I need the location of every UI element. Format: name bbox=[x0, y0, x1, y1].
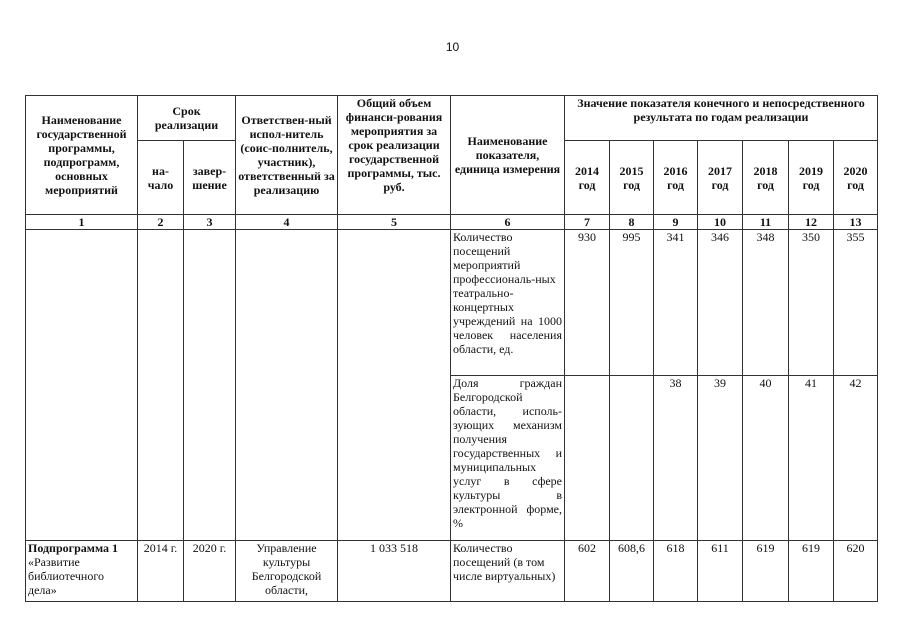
page-number: 10 bbox=[445, 40, 460, 54]
header-year: 2020 год bbox=[834, 141, 878, 215]
column-number: 1 bbox=[26, 215, 138, 230]
finance-cell: 1 033 518 bbox=[338, 541, 451, 602]
subprogram-row bbox=[26, 541, 878, 602]
value-cell: 930 bbox=[565, 230, 610, 376]
column-number: 11 bbox=[743, 215, 789, 230]
column-number: 8 bbox=[610, 215, 654, 230]
header-year: 2015 год bbox=[610, 141, 654, 215]
value-cell: 346 bbox=[698, 230, 743, 376]
value-cell: 42 bbox=[834, 376, 878, 541]
column-number: 4 bbox=[236, 215, 338, 230]
header-term-start: на-чало bbox=[138, 141, 184, 215]
empty-cell bbox=[236, 230, 338, 541]
column-number-row bbox=[26, 215, 878, 230]
value-cell: 619 bbox=[789, 541, 834, 602]
column-number: 10 bbox=[698, 215, 743, 230]
value-cell: 620 bbox=[834, 541, 878, 602]
table-row bbox=[26, 230, 878, 376]
value-cell: 619 bbox=[743, 541, 789, 602]
header-year: 2014 год bbox=[565, 141, 610, 215]
indicator-cell: Количество посещений мероприятий профессиональ-ных театрально-концертных учреждений на 1000 человек населения области, ед. bbox=[451, 230, 565, 376]
executor-cell: Управление культуры Белгородской области, bbox=[236, 541, 338, 602]
value-cell: 341 bbox=[654, 230, 698, 376]
subprogram-name-cell bbox=[26, 541, 138, 602]
header-year: 2017 год bbox=[698, 141, 743, 215]
column-number: 2 bbox=[138, 215, 184, 230]
empty-cell bbox=[338, 230, 451, 541]
value-cell: 602 bbox=[565, 541, 610, 602]
value-cell: 40 bbox=[743, 376, 789, 541]
value-cell: 41 bbox=[789, 376, 834, 541]
program-table bbox=[25, 95, 878, 602]
value-cell: 995 bbox=[610, 230, 654, 376]
header-term: Срок реализации bbox=[138, 96, 236, 141]
header-year: 2018 год bbox=[743, 141, 789, 215]
indicator-cell: Количество посещений (в том числе виртуальных) bbox=[451, 541, 565, 602]
subprogram-title: Подпрограмма 1 bbox=[28, 541, 119, 555]
empty-cell bbox=[184, 230, 236, 541]
value-cell: 350 bbox=[789, 230, 834, 376]
header-name: Наименование государственной программы, подпрограмм, основных мероприятий bbox=[26, 96, 138, 215]
header-executor: Ответствен-ный испол-нитель (соис-полнитель, участник), ответственный за реализацию bbox=[236, 96, 338, 215]
header-term-end: завер-шение bbox=[184, 141, 236, 215]
value-cell bbox=[565, 376, 610, 541]
header-finance: Общий объем финанси-рования мероприятия за срок реализации государственной программы, тыс. руб. bbox=[338, 96, 451, 215]
value-cell: 355 bbox=[834, 230, 878, 376]
value-cell: 611 bbox=[698, 541, 743, 602]
indicator-cell: Доля граждан Белгородской области, исполь-зующих механизм получения государственных и муниципальных услуг в сфере культуры в электронной форме, % bbox=[451, 376, 565, 541]
value-cell: 348 bbox=[743, 230, 789, 376]
column-number: 5 bbox=[338, 215, 451, 230]
column-number: 7 bbox=[565, 215, 610, 230]
column-number: 3 bbox=[184, 215, 236, 230]
empty-cell bbox=[26, 230, 138, 541]
empty-cell bbox=[138, 230, 184, 541]
header-row-1 bbox=[26, 96, 878, 141]
value-cell: 618 bbox=[654, 541, 698, 602]
value-cell bbox=[610, 376, 654, 541]
column-number: 9 bbox=[654, 215, 698, 230]
header-values: Значение показателя конечного и непосредственного результата по годам реализации bbox=[565, 96, 878, 141]
start-year-cell: 2014 г. bbox=[138, 541, 184, 602]
value-cell: 38 bbox=[654, 376, 698, 541]
end-year-cell: 2020 г. bbox=[184, 541, 236, 602]
column-number: 12 bbox=[789, 215, 834, 230]
header-indicator: Наименование показателя, единица измерения bbox=[451, 96, 565, 215]
header-year: 2019 год bbox=[789, 141, 834, 215]
column-number: 6 bbox=[451, 215, 565, 230]
header-year: 2016 год bbox=[654, 141, 698, 215]
column-number: 13 bbox=[834, 215, 878, 230]
subprogram-name: «Развитие библиотечного дела» bbox=[28, 555, 104, 597]
value-cell: 608,6 bbox=[610, 541, 654, 602]
value-cell: 39 bbox=[698, 376, 743, 541]
